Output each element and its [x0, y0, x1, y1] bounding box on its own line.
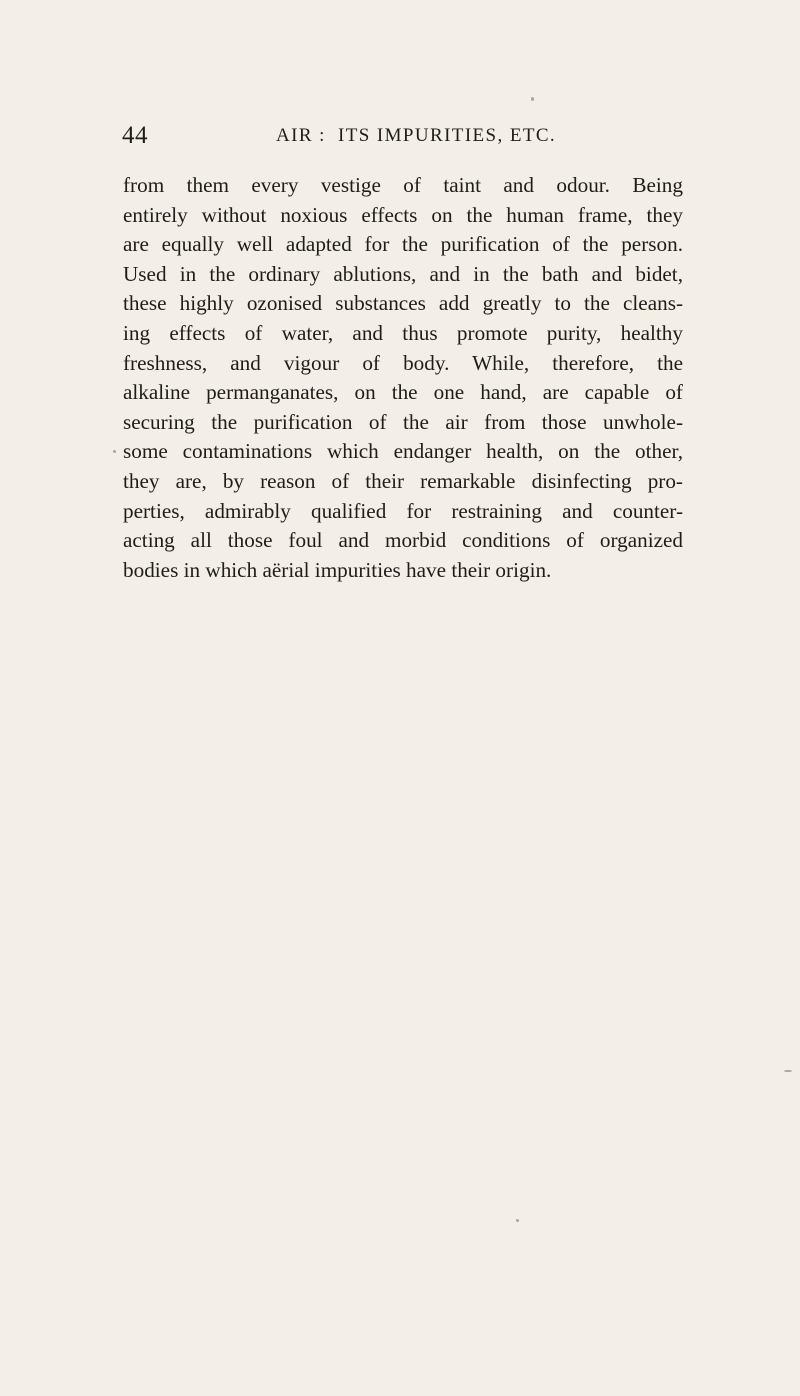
- text-line: these highly ozonised substances add greatly to the cleans-: [123, 291, 683, 316]
- paper-speck: [531, 97, 534, 101]
- text-line: ing effects of water, and thus promote purity, healthy: [123, 320, 683, 345]
- text-line: entirely without noxious effects on the human frame, they: [123, 202, 683, 227]
- text-line: bodies in which aërial impurities have their origin.: [123, 557, 552, 582]
- text-line: acting all those foul and morbid conditions of organized: [123, 528, 683, 553]
- running-head: [122, 122, 682, 162]
- text-line: alkaline permanganates, on the one hand, are capable of: [123, 380, 683, 405]
- text-line: they are, by reason of their remarkable disinfecting pro-: [123, 468, 683, 493]
- paper-speck: [113, 450, 116, 453]
- text-line: freshness, and vigour of body. While, therefore, the: [123, 350, 683, 375]
- text-line: are equally well adapted for the purification of the person.: [123, 232, 683, 257]
- text-line: some contaminations which endanger health, on the other,: [123, 439, 683, 464]
- paper-speck: [784, 1070, 792, 1072]
- body-paragraph: [123, 171, 683, 585]
- paper-speck: [516, 1219, 519, 1222]
- running-head-title: AIR : ITS IMPURITIES, ETC.: [276, 125, 557, 146]
- text-line: Used in the ordinary ablutions, and in the bath and bidet,: [123, 261, 683, 286]
- page-number: 44: [122, 122, 148, 149]
- text-line: securing the purification of the air from those unwhole-: [123, 409, 683, 434]
- text-line: perties, admirably qualified for restraining and counter-: [123, 498, 683, 523]
- text-line: from them every vestige of taint and odour. Being: [123, 173, 683, 197]
